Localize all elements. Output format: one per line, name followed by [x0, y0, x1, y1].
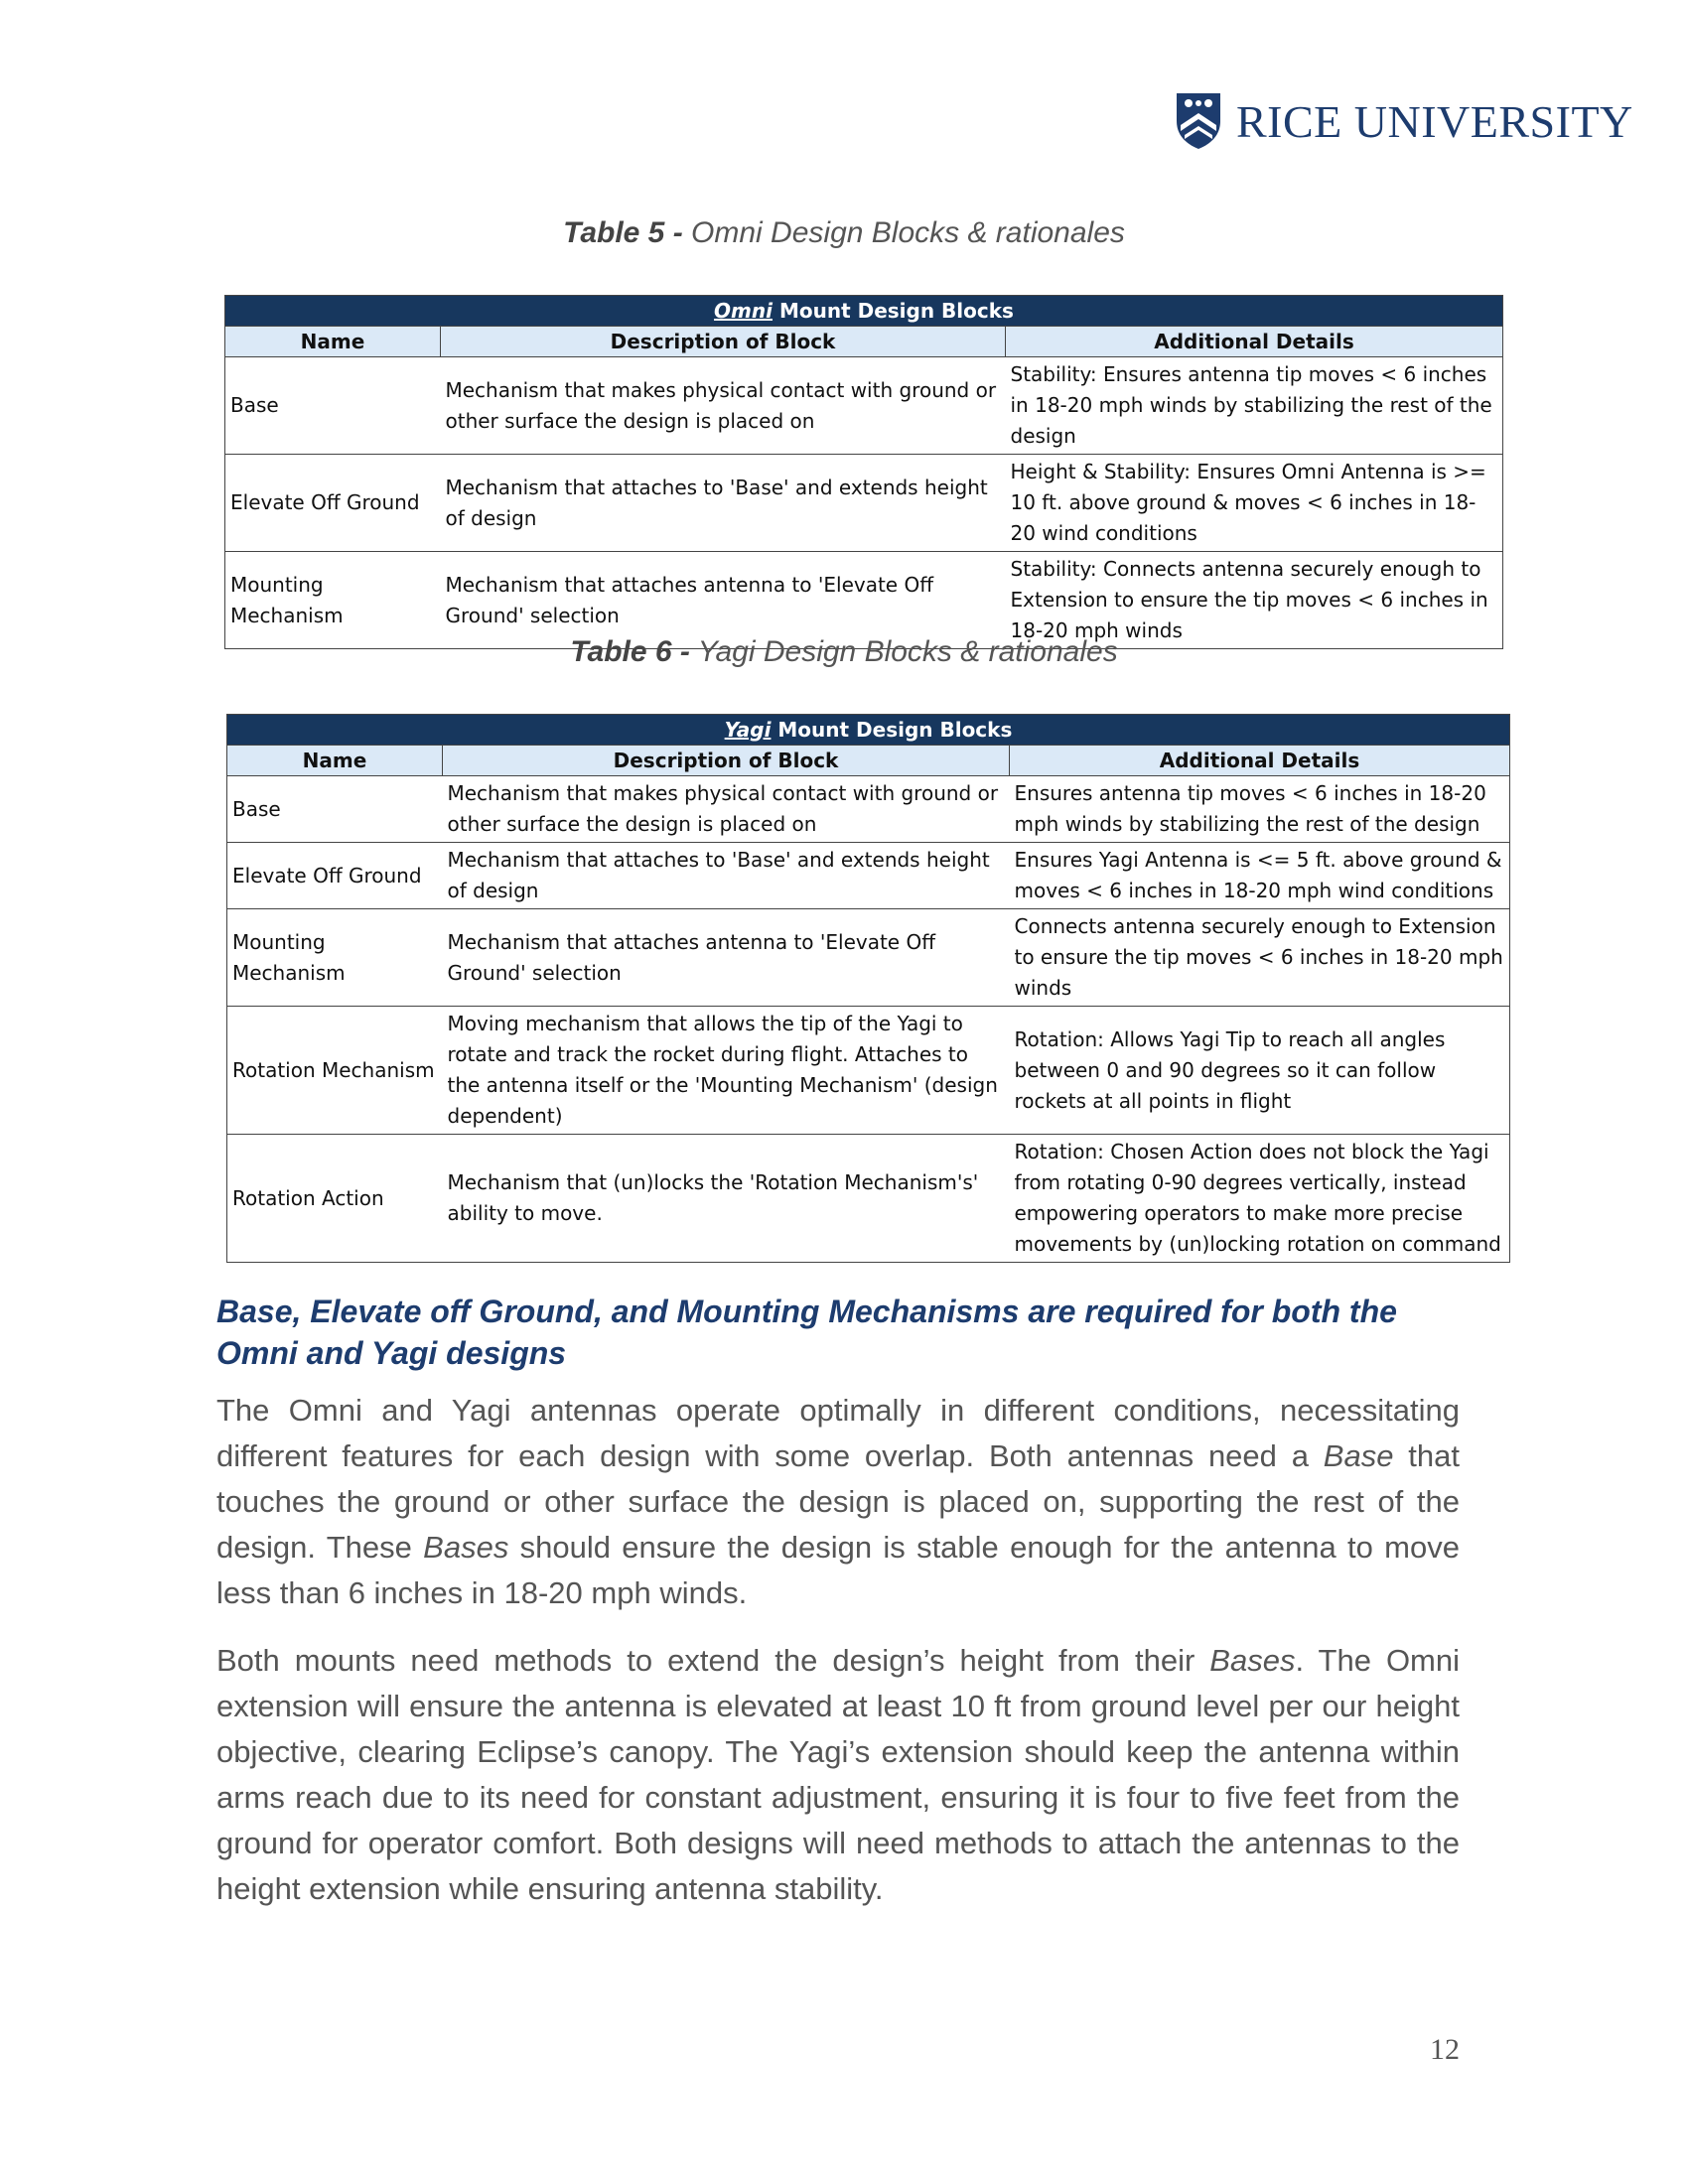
rice-shield-icon [1175, 91, 1222, 151]
cell-name: Base [225, 357, 441, 455]
cell-description: Mechanism that makes physical contact with ground or other surface the design is placed on [443, 776, 1010, 843]
section-heading: Base, Elevate off Ground, and Mounting Mechanisms are required for both the Omni and Yagi designs [216, 1294, 1397, 1371]
table-title: Yagi Mount Design Blocks [227, 715, 1510, 746]
cell-name: Mounting Mechanism [227, 909, 443, 1007]
column-header-description: Description of Block [443, 746, 1010, 776]
column-header-details: Additional Details [1006, 327, 1503, 357]
table-row [227, 1007, 1510, 1135]
table-5-caption [0, 216, 1688, 250]
cell-details: Rotation: Chosen Action does not block the Yagi from rotating 0-90 degrees vertically, instead empowering operators to make more precise movements by (un)locking rotation on command [1010, 1135, 1510, 1263]
cell-description: Moving mechanism that allows the tip of the Yagi to rotate and track the rocket during flight. Attaches to the antenna itself or the 'Mounting Mechanism' (design dependent) [443, 1007, 1010, 1135]
cell-details: Ensures Yagi Antenna is <= 5 ft. above ground & moves < 6 inches in 18-20 mph wind conditions [1010, 843, 1510, 909]
column-header-name: Name [225, 327, 441, 357]
cell-name: Mounting Mechanism [225, 552, 441, 649]
cell-name: Rotation Mechanism [227, 1007, 443, 1135]
column-header-name: Name [227, 746, 443, 776]
table-6-caption [0, 635, 1688, 669]
cell-details: Stability: Connects antenna securely enough to Extension to ensure the tip moves < 6 inches in 18-20 mph winds [1006, 552, 1503, 649]
paragraph-2 [216, 1638, 1460, 1912]
text-run: The Omni and Yagi antennas operate optimally in different conditions, necessitating different features for each design with some overlap. Both antennas need a [216, 1393, 1460, 1473]
caption-label: Table 5 - [563, 216, 683, 249]
cell-details: Rotation: Allows Yagi Tip to reach all angles between 0 and 90 degrees so it can follow rockets at all points in flight [1010, 1007, 1510, 1135]
text-run: should ensure the design is stable enough for the antenna to move less than 6 inches in 18-20 mph winds. [216, 1530, 1460, 1610]
caption-label: Table 6 - [570, 635, 690, 668]
cell-details: Stability: Ensures antenna tip moves < 6 inches in 18-20 mph winds by stabilizing the rest of the design [1006, 357, 1503, 455]
cell-name: Elevate Off Ground [227, 843, 443, 909]
page-number: 12 [1430, 2033, 1460, 2066]
cell-description: Mechanism that attaches antenna to 'Elevate Off Ground' selection [443, 909, 1010, 1007]
cell-name: Rotation Action [227, 1135, 443, 1263]
table-header-row [227, 746, 1510, 776]
table-row [227, 843, 1510, 909]
table-row [225, 455, 1503, 552]
cell-description: Mechanism that attaches to 'Base' and extends height of design [441, 455, 1006, 552]
italic-term: Bases [423, 1530, 509, 1565]
cell-description: Mechanism that (un)locks the 'Rotation Mechanism's' ability to move. [443, 1135, 1010, 1263]
text-run: . The Omni extension will ensure the antenna is elevated at least 10 ft from ground level per our height objective, clearing Eclipse’s canopy. The Yagi’s extension should keep the antenna within arms reach due to its need for constant adjustment, ensuring it is four to five feet from the ground for operator comfort. Both designs will need methods to attach the antennas to the height extension while ensuring antenna stability. [216, 1643, 1461, 1906]
caption-text: Yagi Design Blocks & rationales [689, 635, 1118, 668]
table-title-row [225, 296, 1503, 327]
table-title: Omni Mount Design Blocks [225, 296, 1503, 327]
table-title-row [227, 715, 1510, 746]
yagi-design-blocks-table [226, 714, 1510, 1263]
table-row [225, 552, 1503, 649]
table-row [227, 776, 1510, 843]
italic-term: Base [1323, 1438, 1394, 1473]
text-run: Both mounts need methods to extend the design’s height from their [216, 1643, 1210, 1678]
text-run: that touches the ground or other surface the design is placed on, supporting the rest of the design. These [216, 1438, 1460, 1565]
table-header-row [225, 327, 1503, 357]
column-header-description: Description of Block [441, 327, 1006, 357]
cell-details: Connects antenna securely enough to Extension to ensure the tip moves < 6 inches in 18-20 mph winds [1010, 909, 1510, 1007]
omni-design-blocks-table [224, 295, 1503, 649]
cell-details: Height & Stability: Ensures Omni Antenna is >= 10 ft. above ground & moves < 6 inches in 18-20 wind conditions [1006, 455, 1503, 552]
logo-text: RICE UNIVERSITY [1236, 95, 1633, 147]
column-header-details: Additional Details [1010, 746, 1510, 776]
cell-details: Ensures antenna tip moves < 6 inches in 18-20 mph winds by stabilizing the rest of the design [1010, 776, 1510, 843]
caption-text: Omni Design Blocks & rationales [682, 216, 1125, 249]
rice-logo [1175, 91, 1633, 151]
cell-description: Mechanism that attaches antenna to 'Elevate Off Ground' selection [441, 552, 1006, 649]
table-row [227, 909, 1510, 1007]
cell-description: Mechanism that makes physical contact with ground or other surface the design is placed on [441, 357, 1006, 455]
paragraph-1 [216, 1388, 1460, 1616]
cell-description: Mechanism that attaches to 'Base' and extends height of design [443, 843, 1010, 909]
cell-name: Elevate Off Ground [225, 455, 441, 552]
table-row [227, 1135, 1510, 1263]
cell-name: Base [227, 776, 443, 843]
italic-term: Bases [1209, 1643, 1296, 1678]
table-row [225, 357, 1503, 455]
